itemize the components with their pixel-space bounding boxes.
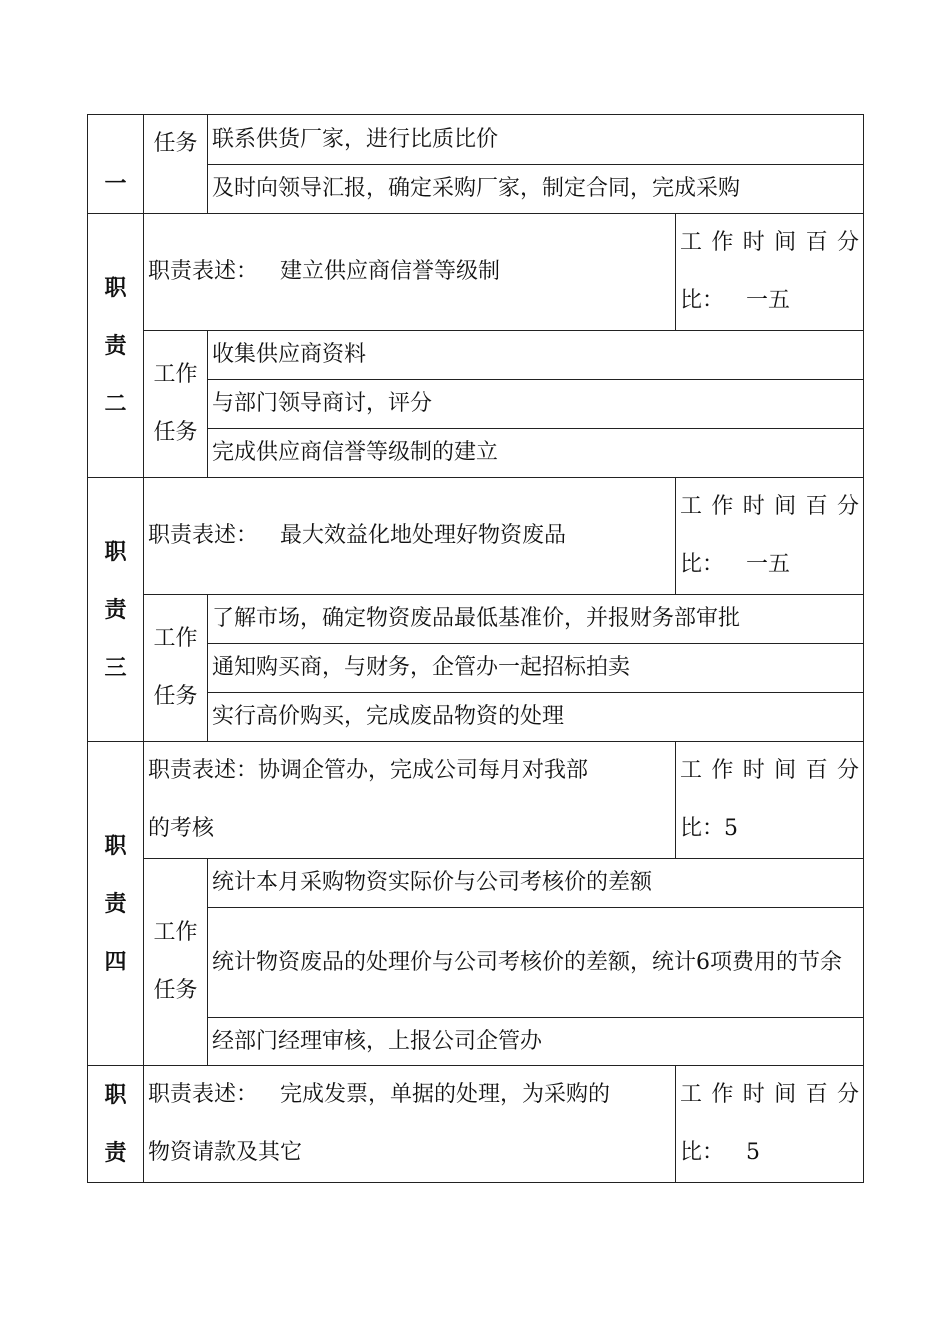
task-label	[144, 595, 208, 742]
section-label-char: 职	[104, 274, 127, 301]
task-label-line: 任务	[153, 420, 198, 445]
section-label-char: 职	[104, 1082, 127, 1108]
task-label-line: 任务	[153, 131, 198, 156]
percent-label: 比：	[680, 288, 725, 313]
description-line: 物资请款及其它	[148, 1140, 303, 1165]
section-label	[88, 478, 144, 742]
work-time-percent	[676, 478, 864, 595]
work-time-percent	[676, 214, 864, 331]
task-label	[144, 115, 208, 214]
description-prefix: 职责表述：	[148, 259, 259, 284]
description-prefix: 职责表述：	[148, 1082, 259, 1107]
section-label-char: 责	[104, 596, 127, 623]
description-text: 建立供应商信誉等级制	[280, 259, 501, 284]
task-item: 实行高价购买，完成废品物资的处理	[208, 693, 864, 742]
work-time-percent	[676, 742, 864, 859]
percent-label: 比：	[680, 816, 725, 841]
task-item: 经部门经理审核，上报公司企管办	[208, 1018, 864, 1066]
section-label-char: 责	[104, 1140, 127, 1166]
task-item: 联系供货厂家，进行比质比价	[208, 115, 864, 165]
percent-value: 一五	[746, 288, 791, 313]
description-text: 完成发票，单据的处理，为采购的	[280, 1082, 611, 1107]
percent-value: 5	[724, 816, 739, 841]
work-time-percent	[676, 1066, 864, 1183]
section-label-char: 四	[104, 948, 127, 975]
duty-description	[144, 742, 676, 859]
section-label-char: 责	[104, 890, 127, 917]
task-label	[144, 859, 208, 1066]
task-label-line: 任务	[153, 684, 198, 709]
section-label	[88, 742, 144, 1066]
section-label-char: 三	[104, 654, 127, 681]
task-label-line: 任务	[153, 978, 198, 1003]
duty-table	[87, 114, 864, 1183]
section-label	[88, 1066, 144, 1183]
section-label	[88, 115, 144, 214]
section-label-char: 二	[104, 390, 127, 417]
description-line: 的考核	[148, 816, 215, 841]
percent-heading: 工 作 时 间 百 分	[680, 230, 859, 255]
percent-heading: 工 作 时 间 百 分	[680, 494, 859, 519]
task-item: 通知购买商，与财务，企管办一起招标拍卖	[208, 644, 864, 693]
percent-label: 比：	[680, 552, 725, 577]
duty-description	[144, 478, 676, 595]
task-label-line: 工作	[153, 362, 198, 387]
duty-description	[144, 1066, 676, 1183]
percent-heading: 工 作 时 间 百 分	[680, 1082, 859, 1107]
description-line: 职责表述：协调企管办，完成公司每月对我部	[148, 758, 589, 783]
section-label-char: 一	[104, 171, 127, 197]
task-item: 收集供应商资料	[208, 331, 864, 380]
task-label-line: 工作	[153, 626, 198, 651]
task-item: 及时向领导汇报，确定采购厂家，制定合同，完成采购	[208, 165, 864, 214]
task-item: 与部门领导商讨，评分	[208, 380, 864, 429]
task-item: 了解市场，确定物资废品最低基准价，并报财务部审批	[208, 595, 864, 644]
description-text: 最大效益化地处理好物资废品	[280, 523, 567, 548]
duty-description	[144, 214, 676, 331]
section-label	[88, 214, 144, 478]
section-label-char: 责	[104, 332, 127, 359]
description-prefix: 职责表述：	[148, 523, 259, 548]
section-label-char: 职	[104, 538, 127, 565]
percent-label: 比：	[680, 1140, 725, 1165]
task-item: 统计本月采购物资实际价与公司考核价的差额	[208, 859, 864, 908]
task-item: 统计物资废品的处理价与公司考核价的差额，统计6项费用的节余	[208, 908, 864, 1018]
task-label-line: 工作	[153, 920, 198, 945]
task-label	[144, 331, 208, 478]
percent-value: 一五	[746, 552, 791, 577]
percent-value: 5	[746, 1140, 761, 1165]
percent-heading: 工 作 时 间 百 分	[680, 758, 859, 783]
task-item: 完成供应商信誉等级制的建立	[208, 429, 864, 478]
section-label-char: 职	[104, 832, 127, 859]
